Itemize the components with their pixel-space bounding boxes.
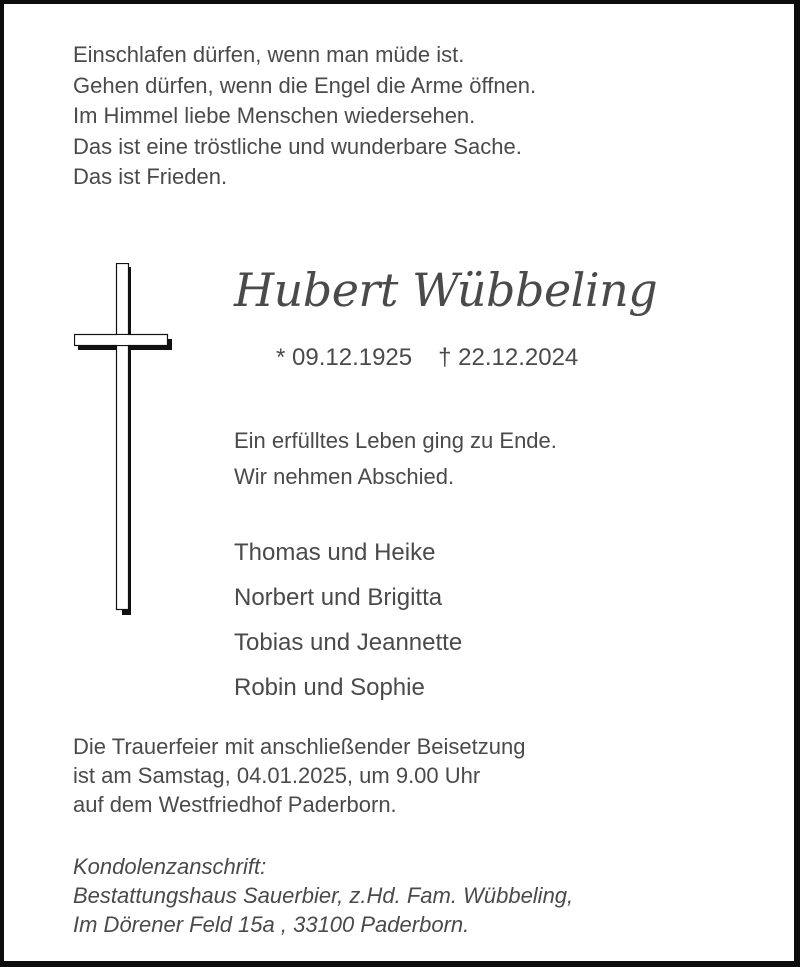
ceremony-info xyxy=(73,732,525,819)
condolence-line: Im Dörener Feld 15a , 33100 Paderborn. xyxy=(73,912,470,937)
life-dates xyxy=(276,342,578,374)
family-member: Thomas und Heike xyxy=(234,539,436,566)
condolence-line: Bestattungshaus Sauerbier, z.Hd. Fam. Wübbeling, xyxy=(73,883,574,908)
poem xyxy=(73,40,536,193)
family-list xyxy=(234,530,462,710)
condolence-line: Kondolenzanschrift: xyxy=(73,854,267,879)
family-member: Tobias und Jeannette xyxy=(234,629,463,656)
deceased-name: Hubert Wübbeling xyxy=(234,263,658,317)
ceremony-line: auf dem Westfriedhof Paderborn. xyxy=(73,792,397,817)
condolence-address xyxy=(73,852,573,939)
poem-line: Gehen dürfen, wenn die Engel die Arme öffnen. xyxy=(73,72,537,98)
birth-date: * 09.12.1925 xyxy=(276,344,413,371)
message-line: Ein erfülltes Leben ging zu Ende. xyxy=(234,428,557,453)
family-member: Robin und Sophie xyxy=(234,674,425,701)
poem-line: Das ist Frieden. xyxy=(73,164,228,189)
ceremony-line: ist am Samstag, 04.01.2025, um 9.00 Uhr xyxy=(73,763,481,788)
family-member: Norbert und Brigitta xyxy=(234,584,443,611)
poem-line: Das ist eine tröstliche und wunderbare Sache. xyxy=(73,133,522,159)
cross-icon xyxy=(74,263,172,615)
death-date: † 22.12.2024 xyxy=(438,344,579,371)
message-line: Wir nehmen Abschied. xyxy=(234,464,455,489)
poem-line: Einschlafen dürfen, wenn man müde ist. xyxy=(73,42,465,67)
ceremony-line: Die Trauerfeier mit anschließender Beisetzung xyxy=(73,734,526,759)
poem-line: Im Himmel liebe Menschen wiedersehen. xyxy=(73,103,476,128)
farewell-message xyxy=(234,423,557,495)
